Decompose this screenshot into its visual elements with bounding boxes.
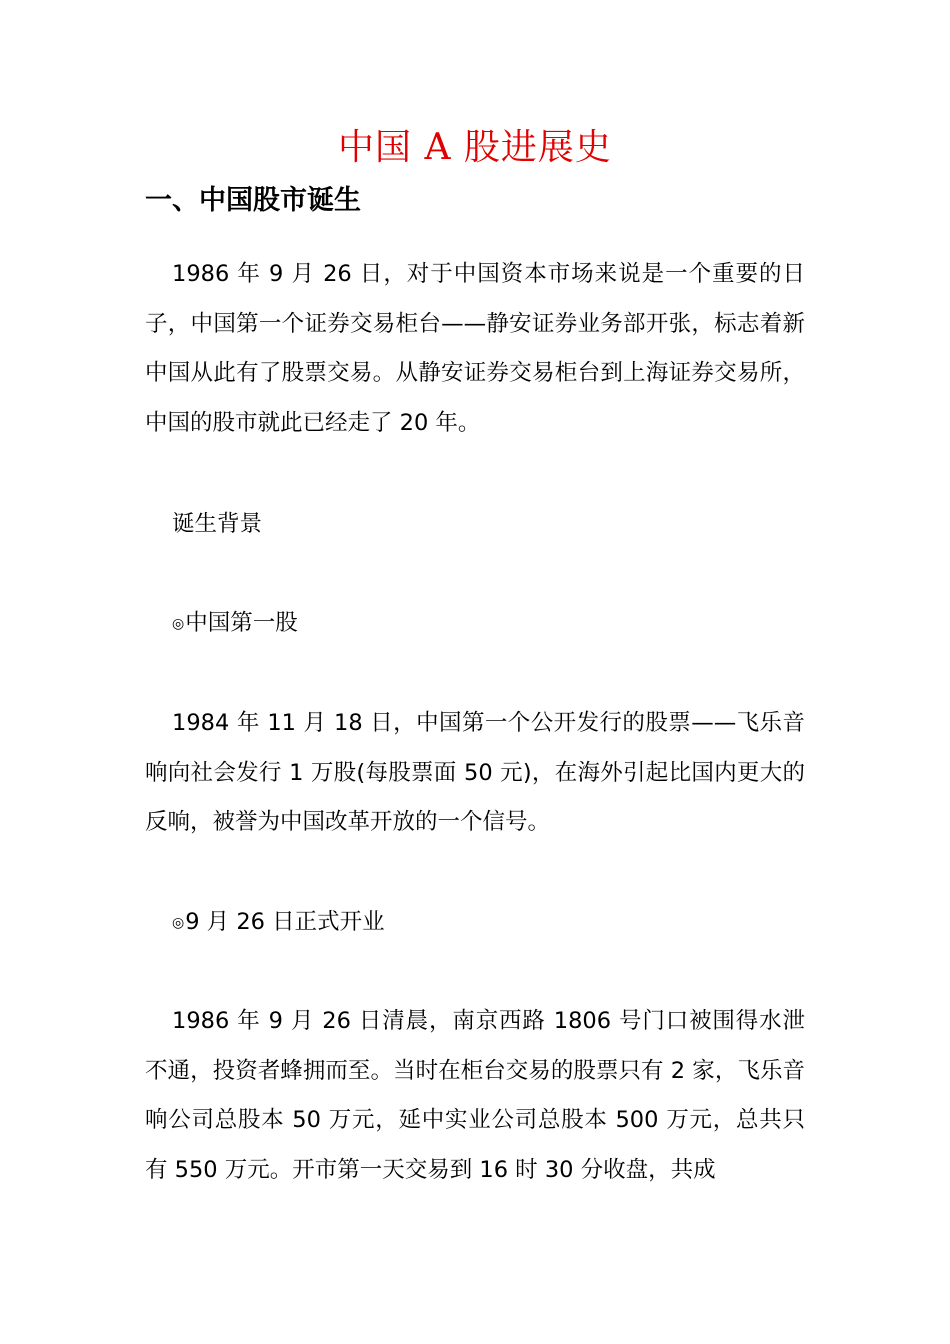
section-heading: 一、中国股市诞生	[145, 185, 361, 216]
subheading-opening	[172, 898, 385, 949]
bullet-icon: ◎	[172, 915, 185, 931]
subheading-opening-text: 9 月 26 日正式开业	[185, 909, 385, 935]
subheading-first-stock-text: 中国第一股	[185, 610, 298, 636]
subheading-first-stock	[172, 599, 298, 650]
paragraph-first-stock: 1984 年 11 月 18 日，中国第一个公开发行的股票——飞乐音响向社会发行 1 万股(每股票面 50 元)，在海外引起比国内更大的反响，被誉为中国改革开放的一个信号。	[145, 710, 805, 835]
paragraph-opening: 1986 年 9 月 26 日清晨，南京西路 1806 号门口被围得水泄不通，投资者蜂拥而至。当时在柜台交易的股票只有 2 家，飞乐音响公司总股本 50 万元，延中实业公司总股本 500 万元，总共只有 550 万元。开市第一天交易到 16 时 30 分收盘，共成	[145, 1008, 805, 1183]
subheading-background: 诞生背景	[172, 511, 263, 537]
paragraph-intro: 1986 年 9 月 26 日，对于中国资本市场来说是一个重要的日子，中国第一个证券交易柜台——静安证券业务部开张，标志着新中国从此有了股票交易。从静安证券交易柜台到上海证券交易所，中国的股市就此已经走了 20 年。	[145, 261, 805, 436]
document-title: 中国 A 股进展史	[338, 127, 612, 168]
bullet-icon: ◎	[172, 616, 185, 632]
